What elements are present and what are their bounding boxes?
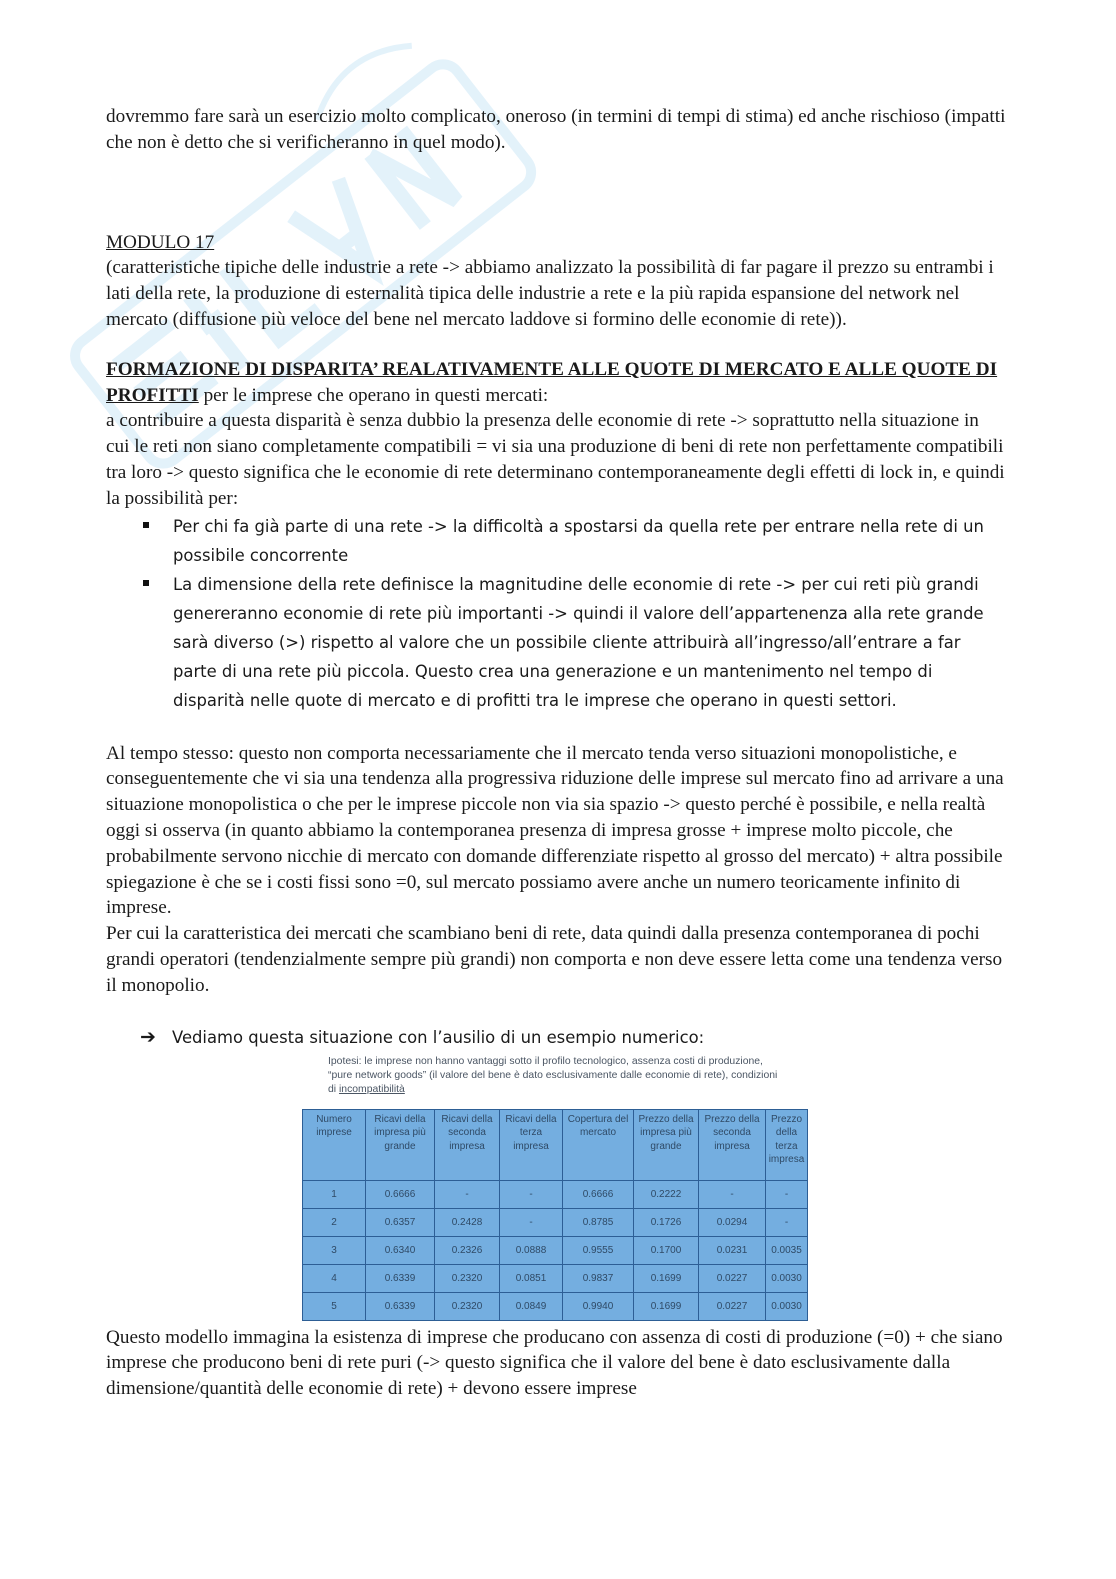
table-row: [303, 1236, 808, 1264]
paragraph-3: Per cui la caratteristica dei mercati che scambiano beni di rete, data quindi dalla presenza contemporanea di pochi grandi operatori (tendenzialmente sempre più grandi) non comporta e non deve essere letta come una tendenza verso il monopolio.: [106, 923, 1003, 996]
arrow-item-text: Vediamo questa situazione con l’ausilio di un esempio numerico:: [172, 1027, 705, 1047]
list-item-text: Per chi fa già parte di una rete -> la difficoltà a spostarsi da quella rete per entrare nella rete di un possibile concorrente: [173, 516, 984, 565]
section-heading-tail: per le imprese che operano in questi mercati:: [198, 384, 549, 406]
arrow-item: [106, 1023, 1006, 1052]
intro-paragraph: dovremmo fare sarà un esercizio molto complicato, oneroso (in termini di tempi di stima) ed anche rischioso (impatti che non è detto che si verificheranno in quel modo).: [106, 106, 1006, 153]
table-cell: 0.0227: [699, 1264, 766, 1292]
table-cell: 0.1699: [634, 1292, 699, 1320]
list-item: [173, 570, 1006, 715]
table-cell: 0.2320: [435, 1292, 500, 1320]
table-cell: 0.0888: [500, 1236, 563, 1264]
table-header-row: [303, 1109, 808, 1180]
paragraph-4: Questo modello immagina la esistenza di imprese che producano con assenza di costi di produzione (=0) + che siano imprese che producono beni di rete puri (-> questo significa che il valore del bene è dato esclusivamente dalla dimensione/quantità delle economie di rete) + devono essere imprese: [106, 1326, 1003, 1400]
table-cell: -: [699, 1180, 766, 1208]
bullet-list: [106, 512, 1006, 715]
table-cell: 0.0030: [766, 1292, 808, 1320]
figure-caption-underlined: incompatibilità: [338, 1083, 405, 1095]
table-row: [303, 1292, 808, 1320]
header-cell: Prezzo della seconda impresa: [699, 1109, 766, 1180]
module-title: MODULO 17: [106, 231, 215, 253]
table-cell: 0.0030: [766, 1264, 808, 1292]
header-cell: Ricavi della seconda impresa: [435, 1109, 500, 1180]
figure-caption: [302, 1055, 778, 1109]
table-cell: 0.0231: [699, 1236, 766, 1264]
results-table: [302, 1109, 808, 1321]
table-cell: -: [500, 1208, 563, 1236]
header-cell: Prezzo della impresa più grande: [634, 1109, 699, 1180]
table-cell: 0.1726: [634, 1208, 699, 1236]
table-cell: 0.0035: [766, 1236, 808, 1264]
table-cell: 0.1699: [634, 1264, 699, 1292]
table-cell: 0.9837: [563, 1264, 634, 1292]
list-item-text: La dimensione della rete definisce la magnitudine delle economie di rete -> per cui reti più grandi genereranno economie di rete più importanti -> quindi il valore dell’appartenenza alla rete grande sarà diverso (>) rispetto al valore che un possibile cliente attribuirà all’ingresso/all’entrare a far parte di una rete più piccola. Questo crea una generazione e un mantenimento nel tempo di disparità nelle quote di mercato e di profitti tra le imprese che operano in questi settori.: [173, 574, 984, 710]
table-row: [303, 1264, 808, 1292]
list-item: [173, 512, 1006, 570]
header-cell: Copertura del mercato: [563, 1109, 634, 1180]
table-cell: -: [435, 1180, 500, 1208]
table-cell: 0.0294: [699, 1208, 766, 1236]
header-cell: Ricavi della impresa più grande: [366, 1109, 435, 1180]
table-cell: 0.2428: [435, 1208, 500, 1236]
table-cell: -: [500, 1180, 563, 1208]
table-cell: 0.0227: [699, 1292, 766, 1320]
table-cell: 3: [303, 1236, 366, 1264]
table-cell: 5: [303, 1292, 366, 1320]
table-cell: 0.9940: [563, 1292, 634, 1320]
table-row: [303, 1180, 808, 1208]
table-cell: 0.6357: [366, 1208, 435, 1236]
section-heading: FORMAZIONE DI DISPARITA’ REALATIVAMENTE ALLE QUOTE DI MERCATO E ALLE QUOTE DI PROFITTI: [106, 358, 998, 406]
table-figure: [302, 1055, 808, 1321]
table-cell: 0.6339: [366, 1292, 435, 1320]
table-cell: -: [766, 1180, 808, 1208]
header-cell: Prezzo della terza impresa: [766, 1109, 808, 1180]
header-cell: Ricavi della terza impresa: [500, 1109, 563, 1180]
table-cell: 0.2222: [634, 1180, 699, 1208]
document-page: [106, 104, 1006, 1402]
table-row: [303, 1208, 808, 1236]
table-cell: 0.0851: [500, 1264, 563, 1292]
table-cell: 0.6339: [366, 1264, 435, 1292]
table-cell: 2: [303, 1208, 366, 1236]
arrow-right-icon: ➔: [140, 1025, 156, 1048]
table-cell: 4: [303, 1264, 366, 1292]
module-summary: (caratteristiche tipiche delle industrie a rete -> abbiamo analizzato la possibilità di far pagare il prezzo su entrambi i lati della rete, la produzione di esternalità tipica delle industrie a rete e la più rapida espansione del network nel mercato (diffusione più veloce del bene nel mercato laddove si formino delle economie di rete)).: [106, 257, 994, 330]
table-cell: 0.6666: [366, 1180, 435, 1208]
table-cell: 0.9555: [563, 1236, 634, 1264]
table-cell: 0.8785: [563, 1208, 634, 1236]
table-cell: 0.0849: [500, 1292, 563, 1320]
table-cell: 0.2326: [435, 1236, 500, 1264]
square-bullet-icon: [143, 580, 149, 586]
table-cell: 0.6666: [563, 1180, 634, 1208]
section-body: a contribuire a questa disparità è senza dubbio la presenza delle economie di rete -> soprattutto nella situazione in cui le reti non siano completamente compatibili = vi sia una produzione di beni di rete non perfettamente compatibili tra loro -> questo significa che le economie di rete determinano contemporaneamente degli effetti di lock in, e quindi la possibilità per:: [106, 410, 1005, 509]
paragraph-2: Al tempo stesso: questo non comporta necessariamente che il mercato tenda verso situazioni monopolistiche, e conseguentemente che vi sia una tendenza alla progressiva riduzione delle imprese sul mercato fino ad arrivare a una situazione monopolistica o che per le imprese piccole non via sia spazio -> questo perché è possibile, e nella realtà oggi si osserva (in quanto abbiamo la contemporanea presenza di impresa grosse + imprese molto piccole, che probabilmente servono nicchie di mercato con domande differenziate rispetto al grosso del mercato) + altra possibile spiegazione è che se i costi fissi sono =0, sul mercato possiamo avere anche un numero teoricamente infinito di imprese.: [106, 742, 1004, 919]
header-cell: Numero imprese: [303, 1109, 366, 1180]
table-cell: 0.2320: [435, 1264, 500, 1292]
table-cell: 0.6340: [366, 1236, 435, 1264]
section-heading-paragraph: [106, 357, 1006, 409]
square-bullet-icon: [143, 522, 149, 528]
table-cell: 0.1700: [634, 1236, 699, 1264]
table-cell: -: [766, 1208, 808, 1236]
table-cell: 1: [303, 1180, 366, 1208]
figure-caption-text: Ipotesi: le imprese non hanno vantaggi sotto il profilo tecnologico, assenza costi di produzione, “pure network goods” (il valore del bene è dato esclusivamente dalle economie di rete), condizioni di: [328, 1055, 778, 1095]
